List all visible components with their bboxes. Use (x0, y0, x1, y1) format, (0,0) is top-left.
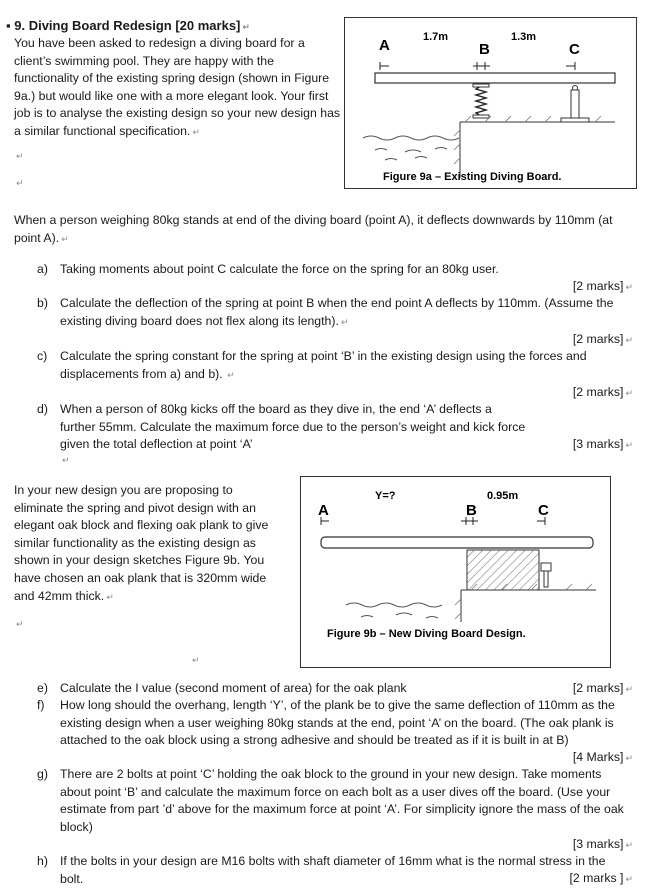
question-b-marks: [2 marks] ↵ (572, 332, 633, 346)
dim-y: Y=? (375, 490, 396, 502)
dimension-arrows (321, 517, 545, 525)
question-h-marks: [2 marks ] ↵ (569, 871, 633, 885)
pivot-post (571, 90, 579, 120)
question-c-text: Calculate the spring constant for the spring at point ‘B’ in the existing design using the forces and displacements from a) and b). ↵ (60, 349, 587, 381)
context-paragraph: When a person weighing 80kg stands at end of the diving board (point A), it deflects downwards by 110mm (at point A). ↵ (14, 213, 613, 245)
water-waves (363, 136, 459, 160)
question-h-text: If the bolts in your design are M16 bolts with shaft diameter of 16mm what is the normal stress in the bolt. (60, 854, 606, 886)
board (375, 73, 615, 83)
question-d-marks: [3 marks] ↵ (572, 437, 633, 451)
question-heading: Diving Board Redesign [20 marks] (28, 18, 241, 33)
question-c-label: c) (37, 349, 48, 363)
spring (476, 86, 486, 116)
question-a-text: Taking moments about point C calculate the force on the spring for an 80kg user. (60, 262, 499, 276)
question-g-marks: [3 marks] ↵ (572, 837, 633, 851)
question-f-marks: [4 Marks] ↵ (572, 750, 633, 764)
question-f-label: f) (37, 698, 45, 712)
question-a-label: a) (37, 262, 48, 276)
dimension-arrows (380, 62, 575, 70)
question-e-marks: [2 marks] ↵ (572, 681, 633, 695)
oak-plank (321, 537, 593, 548)
question-title: ▪ 9. Diving Board Redesign [20 marks] ↵ (6, 18, 250, 33)
dim-0-95m: 0.95m (487, 490, 519, 502)
diving-board-diagram-existing (345, 18, 636, 188)
label-b: B (466, 502, 477, 519)
question-d-label: d) (37, 402, 48, 416)
label-a: A (379, 37, 390, 54)
bolt (541, 563, 551, 571)
label-b: B (479, 41, 490, 58)
new-design-paragraph: In your new design you are proposing to eliminate the spring and pivot design with an elegant oak block and flexing oak plank to give similar functionality as the existing design as shown in your design sketches Figure 9b. You have chosen an oak plank that is 320mm wide and 42mm thick. ↵ ↵ (14, 483, 269, 630)
label-c: C (538, 502, 549, 519)
oak-block (467, 550, 539, 590)
water-waves (346, 603, 442, 618)
question-g-label: g) (37, 767, 48, 781)
question-e-text: Calculate the I value (second moment of area) for the oak plank (60, 681, 407, 695)
diving-board-diagram-new (301, 477, 610, 667)
intro-paragraph: You have been asked to redesign a diving board for a client’s swimming pool. They are happy with the functionality of the existing spring design (shown in Figure 9a.) but would like one with a more elegant look. Your first job is to analyse the existing design so your new design has a similar functional specification. ↵ ↵ ↵ (14, 36, 341, 189)
figure-9b (300, 476, 611, 668)
question-b-label: b) (37, 296, 48, 310)
question-a-marks: [2 marks] ↵ (572, 279, 633, 293)
label-a: A (318, 502, 329, 519)
figure-9a (344, 17, 637, 189)
figure-9a-caption: Figure 9a – Existing Diving Board. (383, 171, 562, 183)
question-b-text: Calculate the deflection of the spring at point B when the end point A deflects by 110mm. (Assume the existing diving board does not flex along its length). ↵ (60, 296, 614, 328)
dim-1-3m: 1.3m (511, 31, 537, 43)
question-h-label: h) (37, 854, 48, 868)
question-d-text: When a person of 80kg kicks off the board as they dive in, the end ‘A’ deflects a further 55mm. Calculate the maximum force due to the person’s weight and kick force given the total deflection at point ‘A’ (60, 402, 526, 452)
dim-1-7m: 1.7m (423, 31, 449, 43)
question-f-text: How long should the overhang, length ‘Y’, of the plank be to give the same deflection of 110mm as the existing design when a user weighing 80kg stands at the end, point ‘A’ on the board. (The oak plank is attached to the oak block using a strong adhesive and should be treated as if it is built in at B) (60, 698, 615, 748)
question-e-label: e) (37, 681, 48, 695)
figure-9b-caption: Figure 9b – New Diving Board Design. (327, 628, 526, 640)
question-number: 9. (14, 18, 26, 33)
label-c: C (569, 41, 580, 58)
question-g-text: There are 2 bolts at point ‘C’ holding the oak block to the ground in your new design. Take moments about point ‘B’ and calculate the maximum force on each bolt as a user dives off the board. (Use your estimate from part ’d’ above for the maximum force at point ‘A’. For simplicity ignore the mass of the oak block) (60, 767, 624, 834)
question-c-marks: [2 marks] ↵ (572, 385, 633, 399)
